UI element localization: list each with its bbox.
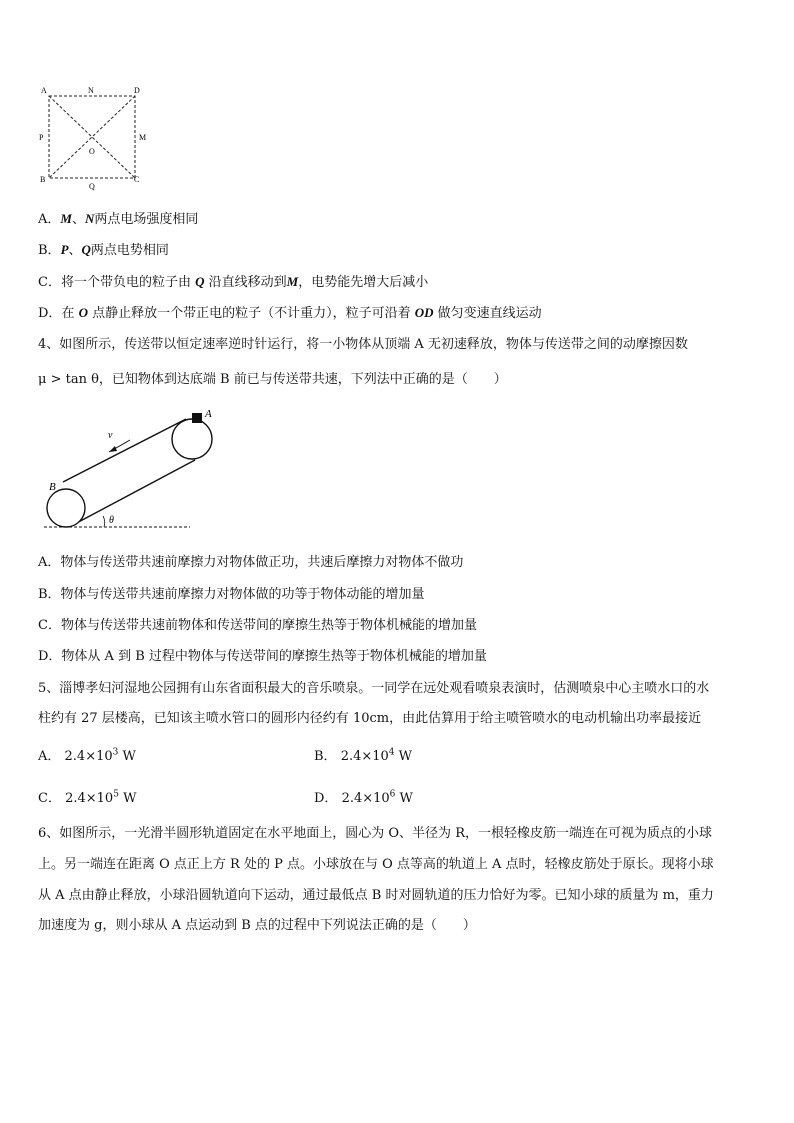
option-unit: W — [118, 749, 136, 764]
option-key: B． — [38, 243, 61, 258]
option-key: C． — [38, 791, 66, 806]
square-diagram — [36, 84, 156, 194]
label-n: N — [88, 86, 94, 95]
option-text: M — [286, 274, 299, 289]
option-text: 、 — [71, 212, 85, 227]
label-m: M — [139, 133, 147, 142]
option-text: ，电势能先增大后减小 — [298, 275, 429, 290]
option-key: D． — [314, 791, 342, 806]
q4-option-c: C．物体与传送带共速前物体和传送带间的摩擦生热等于物体机械能的增加量 — [38, 618, 477, 633]
option-text: M — [60, 211, 72, 226]
label-b: B — [40, 175, 46, 184]
option-value: 2.4×10 — [65, 791, 114, 806]
label-c: C — [134, 175, 140, 184]
label-v: v — [108, 430, 113, 441]
q6-stem-line2: 上。另一端连在距离 O 点正上方 R 处的 P 点。小球放在与 O 点等高的轨道上 A 点时，轻橡皮筋处于原长。现将小球 — [38, 857, 714, 872]
option-key: C． — [38, 275, 61, 290]
q3-option-b — [38, 239, 169, 258]
q5-stem-line2: 柱约有 27 层楼高，已知该主喷水管口的圆形内径约有 10cm，由此估算用于给主喷管喷水的电动机输出功率最接近 — [38, 711, 702, 726]
option-text: 两点电场强度相同 — [94, 212, 199, 227]
option-text: 、 — [68, 243, 82, 258]
option-text: Q — [81, 242, 91, 257]
q4-option-d: D．物体从 A 到 B 过程中物体与传送带间的摩擦生热等于物体机械能的增加量 — [38, 649, 487, 664]
option-value: 2.4×10 — [340, 749, 389, 764]
q5-option-b — [314, 745, 412, 764]
option-text: 点静止释放一个带正电的粒子（不计重力），粒子可沿着 — [87, 306, 415, 321]
option-unit: W — [395, 791, 413, 806]
option-text: 沿直线移动到 — [204, 275, 287, 290]
q6-stem-line1: 6、如图所示，一光滑半圆形轨道固定在水平地面上，圆心为 O、半径为 R，一根轻橡皮筋一端连在可视为质点的小球 — [38, 826, 712, 841]
option-text: 在 — [61, 306, 79, 321]
option-text: 两点电势相同 — [90, 243, 169, 258]
label-b: B — [49, 481, 56, 493]
option-text: O — [78, 305, 88, 320]
option-value: 2.4×10 — [341, 791, 390, 806]
label-d: D — [134, 86, 140, 95]
q6-stem-line4: 加速度为 g，则小球从 A 点运动到 B 点的过程中下列说法正确的是（ ） — [38, 918, 476, 933]
option-text: OD — [414, 305, 434, 320]
option-text: P — [60, 242, 69, 257]
q5-option-d — [314, 787, 413, 806]
label-a: A — [41, 86, 47, 95]
option-exponent: 5 — [113, 789, 119, 800]
label-p: P — [39, 133, 44, 142]
option-value: 2.4×10 — [64, 749, 113, 764]
q5-stem-line1: 5、淄博孝妇河湿地公园拥有山东省面积最大的音乐喷泉。一同学在远处观看喷泉表演时，估测喷泉中心主喷水口的水 — [38, 681, 710, 696]
option-key: D． — [38, 306, 62, 321]
option-exponent: 3 — [112, 747, 119, 758]
option-text: 将一个带负电的粒子由 — [60, 275, 196, 290]
option-unit: W — [394, 749, 413, 764]
label-o: O — [89, 147, 95, 156]
label-q: Q — [89, 182, 95, 191]
option-exponent: 6 — [389, 789, 396, 800]
option-key: B． — [314, 749, 341, 764]
q3-option-c — [38, 271, 428, 290]
option-unit: W — [118, 791, 137, 806]
option-key: A． — [38, 212, 61, 227]
q5-option-c — [38, 787, 136, 806]
block-a — [192, 413, 202, 423]
label-a: A — [205, 408, 212, 420]
option-text: 做匀变速直线运动 — [433, 306, 542, 321]
q4-stem-line2: μ > tan θ，已知物体到达底端 B 前已与传送带共速，下列法中正确的是（ ） — [38, 372, 507, 387]
option-text: N — [84, 211, 95, 226]
q6-stem-line3: 从 A 点由静止释放，小球沿圆轨道向下运动，通过最低点 B 时对圆轨道的压力恰好为零。已知小球的质量为 m，重力 — [38, 888, 714, 903]
q3-option-d — [38, 302, 542, 321]
conveyor-diagram — [42, 405, 212, 535]
label-theta: θ — [109, 515, 114, 526]
q5-option-a — [38, 745, 136, 764]
option-exponent: 4 — [388, 747, 395, 758]
q4-option-b: B．物体与传送带共速前摩擦力对物体做的功等于物体动能的增加量 — [38, 587, 425, 602]
q3-option-a — [38, 208, 198, 227]
q4-stem-line1: 4、如图所示，传送带以恒定速率逆时针运行，将一小物体从顶端 A 无初速释放，物体与传送带之间的动摩擦因数 — [38, 337, 688, 352]
option-text: Q — [195, 274, 205, 289]
q4-option-a: A．物体与传送带共速前摩擦力对物体做正功，共速后摩擦力对物体不做功 — [38, 555, 464, 570]
option-key: A． — [38, 749, 65, 764]
